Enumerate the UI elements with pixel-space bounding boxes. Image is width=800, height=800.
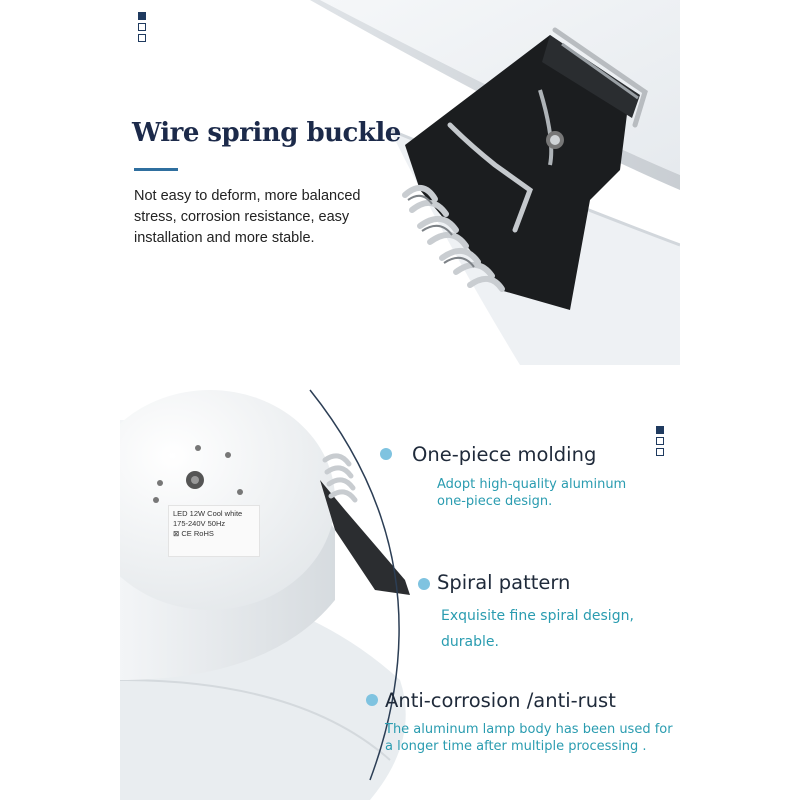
feature-title: One-piece molding	[412, 443, 597, 466]
square-filled-icon	[656, 426, 664, 434]
wire-spring-clip-photo	[300, 0, 680, 365]
label-line-2: 175-240V 50Hz	[173, 519, 226, 528]
label-line-1: LED 12W Cool white	[173, 509, 243, 518]
feature-description: Exquisite fine spiral design, durable.	[441, 608, 634, 650]
feature-title: Spiral pattern	[437, 571, 571, 594]
square-outline-icon	[138, 23, 146, 31]
square-filled-icon	[138, 12, 146, 20]
decorative-squares-right	[656, 426, 668, 459]
bullet-dot-icon	[418, 578, 430, 590]
product-label	[168, 505, 260, 557]
square-outline-icon	[656, 448, 664, 456]
section-title: Wire spring buckle	[132, 118, 401, 148]
square-outline-icon	[138, 34, 146, 42]
decorative-squares-top	[138, 12, 150, 45]
bullet-dot-icon	[366, 694, 378, 706]
feature-description: The aluminum lamp body has been used for a longer time after multiple processing .	[385, 722, 673, 754]
feature-description: Adopt high-quality aluminum one-piece design.	[437, 477, 627, 509]
title-underline	[134, 168, 178, 171]
label-line-3: ⊠ CE RoHS	[173, 529, 214, 538]
section-description: Not easy to deform, more balanced stress, corrosion resistance, easy installation and more stable.	[134, 188, 361, 246]
bullet-dot-icon	[380, 448, 392, 460]
square-outline-icon	[656, 437, 664, 445]
feature-title: Anti-corrosion /anti-rust	[385, 689, 616, 712]
